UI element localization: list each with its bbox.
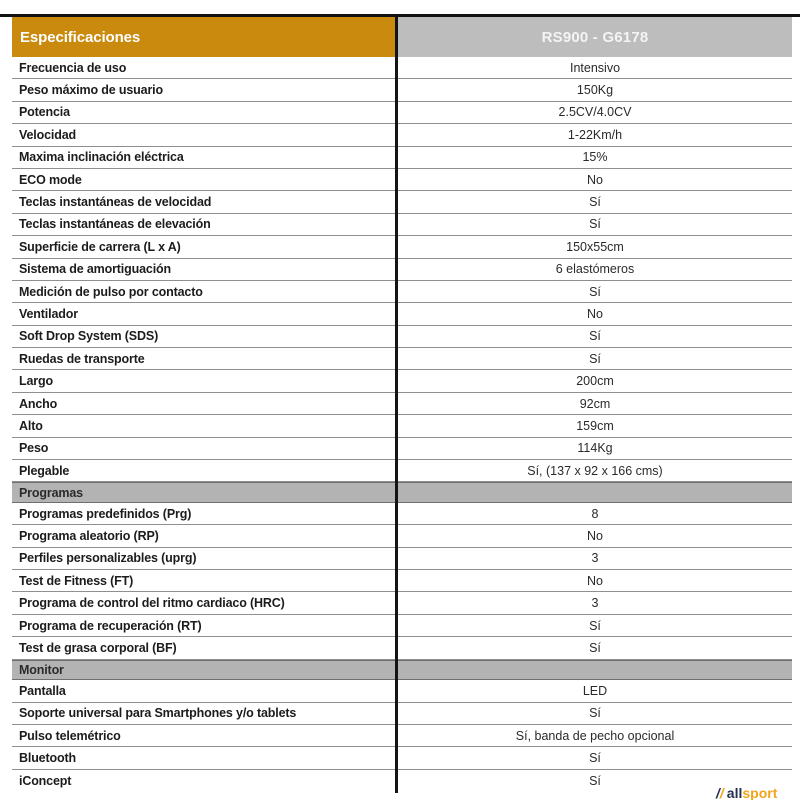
spec-label [12,259,398,280]
spec-value-text: 159cm [576,418,614,433]
spec-label-text: Alto [19,418,43,433]
spec-value [398,102,792,123]
spec-value-text: Sí [589,351,601,366]
spec-row [12,348,792,370]
section-title [12,661,398,680]
spec-value-text: Sí [589,640,601,655]
spec-value-text: 150Kg [576,83,614,98]
spec-value-text: Sí [589,284,601,299]
spec-label [12,303,398,324]
spec-value [398,393,792,414]
spec-value [398,592,792,613]
spec-label [12,281,398,302]
spec-value [398,680,792,701]
spec-label [12,680,398,701]
section-title-text: Programas [19,485,83,500]
spec-value [398,124,792,145]
spec-value-text: Intensivo [569,60,621,75]
spec-row [12,592,792,614]
spec-value-text: Sí, (137 x 92 x 166 cms) [527,463,663,478]
spec-value-text: 8 [591,506,599,521]
spec-label [12,393,398,414]
spec-header-title: Especificaciones [20,28,141,46]
section-title [12,483,398,502]
spec-value [398,259,792,280]
spec-row [12,326,792,348]
spec-value [398,615,792,636]
spec-row [12,438,792,460]
spec-value-text: 150x55cm [566,239,624,254]
spec-row [12,703,792,725]
spec-label-text: Soft Drop System (SDS) [19,329,159,344]
spec-label-text: Pantalla [19,683,66,698]
spec-row [12,57,792,79]
spec-label [12,548,398,569]
spec-value [398,503,792,524]
spec-value-text: 200cm [576,374,614,389]
table-header-row [12,17,792,57]
spec-label-text: Programa aleatorio (RP) [19,529,159,543]
spec-label [12,370,398,391]
spec-value-text: 1-22Km/h [567,127,623,142]
spec-row [12,637,792,659]
spec-row [12,503,792,525]
spec-label [12,747,398,768]
spec-value-text: Sí [589,217,601,232]
spec-label-text: Frecuencia de uso [19,60,127,75]
spec-value [398,548,792,569]
spec-row [12,236,792,258]
spec-label [12,102,398,123]
spec-row [12,747,792,769]
spec-label-text: Teclas instantáneas de elevación [19,217,211,232]
spec-label [12,147,398,168]
spec-label [12,57,398,78]
spec-row [12,393,792,415]
spec-value-text: No [587,306,603,321]
spec-value [398,169,792,190]
spec-label-text: iConcept [19,773,72,788]
spec-label-text: Potencia [19,105,70,120]
spec-label [12,191,398,212]
spec-label-text: Bluetooth [19,751,76,766]
spec-label-text: Maxima inclinación eléctrica [19,150,184,165]
spec-label-text: Perfiles personalizables (uprg) [19,551,197,566]
spec-header-cell [12,17,395,57]
spec-label [12,326,398,347]
section-title-text: Monitor [19,662,64,677]
spec-value-text: Sí [589,751,601,766]
section-header-row [12,660,792,681]
spec-value [398,438,792,459]
spec-row [12,548,792,570]
spec-row [12,415,792,437]
spec-value-text: Sí [589,773,601,788]
spec-value [398,747,792,768]
spec-row [12,725,792,747]
spec-value-text: LED [582,683,608,698]
spec-value-text: No [587,529,603,543]
spec-label [12,615,398,636]
spec-label [12,637,398,658]
spec-value-text: Sí [589,618,601,633]
spec-row [12,281,792,303]
spec-row [12,460,792,482]
brand-logo [716,786,777,800]
model-header-cell [398,17,792,57]
spec-label-text: Velocidad [19,127,77,142]
spec-value-text: Sí [589,706,601,721]
spec-value-text: 92cm [579,396,611,411]
spec-value-text: 114Kg [577,441,613,456]
spec-value-text: No [587,172,603,187]
spec-label [12,438,398,459]
column-divider [395,17,398,793]
spec-label [12,503,398,524]
spec-row [12,169,792,191]
spec-value-text: Sí [589,329,601,344]
spec-label [12,124,398,145]
spec-value [398,326,792,347]
spec-label [12,415,398,436]
spec-label-text: Test de Fitness (FT) [19,573,134,588]
spec-value-text: 3 [591,596,599,611]
table-body [12,57,792,792]
spec-label [12,725,398,746]
spec-label [12,236,398,257]
spec-value [398,303,792,324]
spec-row [12,370,792,392]
spec-row [12,570,792,592]
brand-logo-text-accent: sport [742,785,778,800]
spec-value [398,281,792,302]
spec-label-text: Ventilador [19,306,78,321]
spec-label-text: Programa de recuperación (RT) [19,618,202,633]
spec-label-text: Test de grasa corporal (BF) [19,640,177,655]
spec-label [12,525,398,546]
spec-label [12,770,398,792]
spec-label-text: ECO mode [19,172,82,187]
spec-label-text: Plegable [19,463,70,478]
spec-label-text: Ancho [19,396,58,411]
spec-value [398,725,792,746]
spec-label [12,460,398,481]
spec-label [12,348,398,369]
spec-row [12,525,792,547]
spec-label [12,570,398,591]
spec-value [398,191,792,212]
spec-value [398,370,792,391]
spec-label [12,169,398,190]
spec-label-text: Superficie de carrera (L x A) [19,239,181,254]
spec-row [12,770,792,792]
spec-label-text: Ruedas de transporte [19,351,145,366]
spec-value [398,637,792,658]
spec-label-text: Teclas instantáneas de velocidad [19,195,212,210]
spec-label-text: Sistema de amortiguación [19,262,171,277]
spec-value [398,214,792,235]
spec-value [398,236,792,257]
spec-label [12,703,398,724]
spec-row [12,124,792,146]
spec-row [12,214,792,236]
spec-row [12,147,792,169]
spec-value-text: 15% [582,150,608,165]
spec-value [398,57,792,78]
spec-label [12,592,398,613]
brand-logo-icon: // [716,785,724,800]
spec-value-text: 3 [591,551,599,566]
section-header-row [12,482,792,503]
specifications-table [12,17,792,792]
spec-value-text: 6 elastómeros [555,262,635,277]
spec-value [398,79,792,100]
spec-label-text: Soporte universal para Smartphones y/o tablets [19,706,297,721]
spec-row [12,79,792,101]
spec-value-text: Sí [589,195,601,210]
spec-label-text: Peso máximo de usuario [19,83,163,98]
spec-label-text: Medición de pulso por contacto [19,284,203,299]
model-header-title: RS900 - G6178 [541,28,649,46]
spec-value [398,703,792,724]
spec-value-text: 2.5CV/4.0CV [558,105,632,120]
spec-value-text: No [587,573,603,588]
spec-label [12,79,398,100]
spec-row [12,259,792,281]
brand-logo-text-dark: all [726,785,743,800]
spec-label-text: Peso [19,441,49,456]
spec-value [398,147,792,168]
spec-row [12,191,792,213]
spec-label-text: Programa de control del ritmo cardiaco (HRC) [19,596,285,611]
spec-value [398,415,792,436]
spec-row [12,615,792,637]
spec-label-text: Pulso telemétrico [19,728,121,743]
spec-value [398,460,792,481]
spec-label-text: Programas predefinidos (Prg) [19,506,192,521]
spec-row [12,102,792,124]
spec-row [12,680,792,702]
spec-row [12,303,792,325]
spec-value [398,348,792,369]
spec-label [12,214,398,235]
spec-value [398,525,792,546]
spec-label-text: Largo [19,374,53,389]
spec-value [398,570,792,591]
spec-value-text: Sí, banda de pecho opcional [515,728,675,743]
